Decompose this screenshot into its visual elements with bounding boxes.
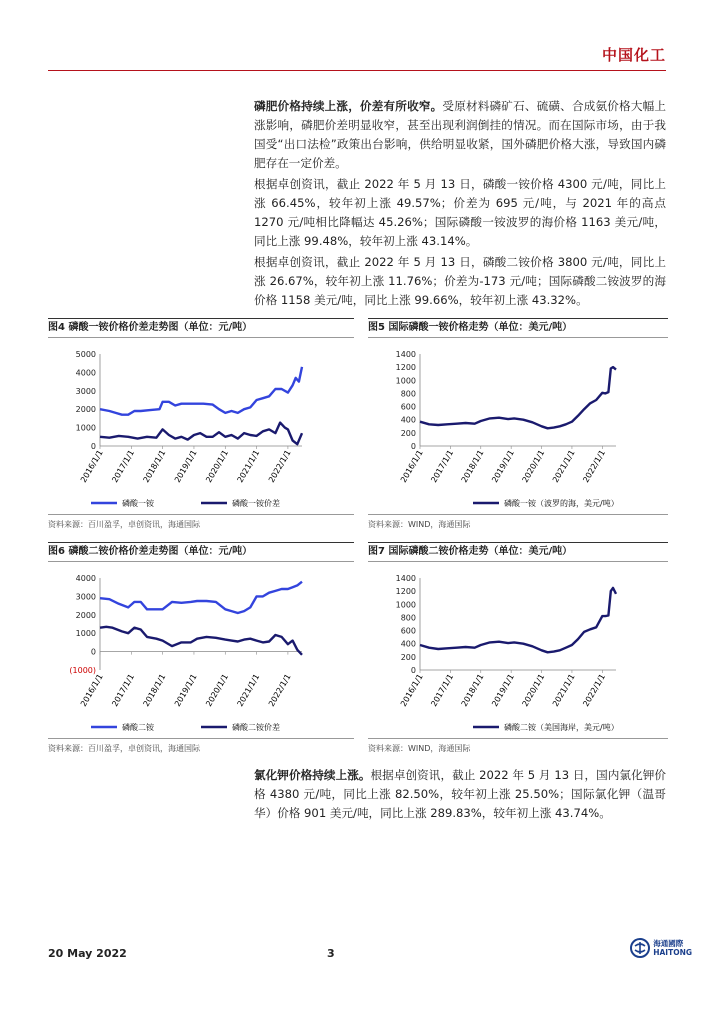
x-tick-label: 2022/1/1 <box>266 448 293 485</box>
y-tick-label: 0 <box>410 666 416 675</box>
y-tick-label: 1000 <box>395 376 416 386</box>
x-tick-label: 2020/1/1 <box>520 672 547 709</box>
x-tick-label: 2021/1/1 <box>235 672 262 709</box>
y-tick-label: 800 <box>400 389 416 399</box>
paragraph-potash <box>254 766 666 823</box>
series-line-1 <box>420 588 616 652</box>
figure-7-title: 图7 国际磷酸二铵价格走势（单位：美元/吨） <box>368 542 668 562</box>
y-tick-label: 1000 <box>75 629 96 639</box>
header-title: 中国化工 <box>601 46 666 64</box>
figure-7 <box>368 542 668 746</box>
figure-4-source: 资料来源：百川盈孚，卓创资讯，海通国际 <box>48 514 354 530</box>
y-tick-label: 2000 <box>75 405 96 415</box>
x-tick-label: 2018/1/1 <box>141 448 168 485</box>
x-tick-label: 2016/1/1 <box>398 672 425 709</box>
figure-6-source: 资料来源：百川盈孚，卓创资讯，海通国际 <box>48 738 354 754</box>
figure-4 <box>48 318 354 522</box>
y-tick-label: 1400 <box>395 350 416 359</box>
haitong-logo-icon <box>630 938 650 958</box>
x-tick-label: 2022/1/1 <box>266 672 293 709</box>
x-tick-label: 2018/1/1 <box>459 448 486 485</box>
x-tick-label: 2019/1/1 <box>490 672 516 709</box>
x-tick-label: 2021/1/1 <box>235 448 262 485</box>
y-tick-label: 1400 <box>395 574 416 583</box>
x-tick-label: 2020/1/1 <box>520 448 547 485</box>
paragraph-phosphate <box>254 97 666 173</box>
figure-5 <box>368 318 668 522</box>
y-tick-label: 0 <box>90 442 96 451</box>
legend-label-1: 磷酸一铵 <box>122 499 154 508</box>
y-tick-label: 4000 <box>75 368 96 378</box>
series-line-2 <box>100 627 302 655</box>
paragraph-dap: 根据卓创资讯，截止 2022 年 5 月 13 日，磷酸二铵价格 3800 元/吨，同比上涨 26.67%，较年初上涨 11.76%；价差为-173 元/吨；国际磷酸二铵波罗的海价格 1158 美元/吨，同比上涨 99.66%，较年初上涨 43.32%。 <box>254 255 666 307</box>
figure-4-title: 图4 磷酸一铵价格价差走势图（单位：元/吨） <box>48 318 354 338</box>
x-tick-label: 2016/1/1 <box>78 672 105 709</box>
x-tick-label: 2017/1/1 <box>429 672 456 709</box>
x-tick-label: 2021/1/1 <box>550 672 577 709</box>
paragraph-potash-body: 根据卓创资讯，截止 2022 年 5 月 13 日，国内氯化钾价格 4380 元/吨，同比上涨 82.50%，较年初上涨 25.50%；国际氯化钾（温哥华）价格 901 美元/吨，同比上涨 289.83%，较年初上涨 43.74%。 <box>254 768 666 820</box>
series-line-1 <box>420 367 616 428</box>
figure-7-chart <box>368 562 668 742</box>
x-tick-label: 2019/1/1 <box>490 448 516 485</box>
x-tick-label: 2017/1/1 <box>110 672 137 709</box>
haitong-logo <box>630 938 692 958</box>
legend-label-1: 磷酸二铵（美国海岸，美元/吨） <box>504 723 619 732</box>
legend-label-2: 磷酸一铵价差 <box>232 499 280 508</box>
x-tick-label: 2017/1/1 <box>110 448 137 485</box>
page-number: 3 <box>327 947 335 960</box>
logo-en: HAITONG <box>653 948 692 957</box>
y-tick-label: 4000 <box>75 574 96 583</box>
figure-4-chart <box>48 338 354 518</box>
paragraph-map: 根据卓创资讯，截止 2022 年 5 月 13 日，磷酸一铵价格 4300 元/吨，同比上涨 66.45%，较年初上涨 49.57%；价差为 695 元/吨，与 2021 年的高点 1270 元/吨相比降幅达 45.26%；国际磷酸一铵波罗的海价格 1163 美元/吨，同比上涨 99.48%，较年初上涨 43.14%。 <box>254 177 666 248</box>
y-tick-label: 0 <box>410 442 416 451</box>
haitong-logo-text <box>653 939 692 957</box>
y-tick-label: 0 <box>90 647 96 657</box>
y-tick-label: 200 <box>400 428 416 438</box>
header-divider <box>48 70 666 71</box>
legend-label-1: 磷酸二铵 <box>122 723 154 732</box>
x-tick-label: 2019/1/1 <box>172 448 199 485</box>
figure-6 <box>48 542 354 746</box>
x-tick-label: 2020/1/1 <box>204 448 231 485</box>
paragraph-phosphate-body: 受原材料磷矿石、硫磺、合成氨价格大幅上涨影响，磷肥价差明显收窄，甚至出现利润倒挂的情况。而在国际市场，由于我国受“出口法检”政策出台影响，供给明显收紧，国外磷肥价格大涨，导致国内磷肥存在一定价差。 <box>254 99 666 170</box>
figure-6-title: 图6 磷酸二铵价格价差走势图（单位：元/吨） <box>48 542 354 562</box>
footer-date: 20 May 2022 <box>48 947 127 960</box>
y-tick-label: 3000 <box>75 592 96 602</box>
y-tick-label: 600 <box>400 626 416 636</box>
series-line-2 <box>100 423 302 445</box>
series-line-1 <box>100 367 302 415</box>
legend-label-2: 磷酸二铵价差 <box>232 723 280 732</box>
x-tick-label: 2021/1/1 <box>550 448 577 485</box>
figure-7-source: 资料来源：WIND，海通国际 <box>368 738 668 754</box>
legend-label-1: 磷酸一铵（波罗的海，美元/吨） <box>504 499 619 508</box>
y-tick-label: 1200 <box>395 363 416 373</box>
y-tick-label: 3000 <box>75 386 96 396</box>
logo-cn: 海通國際 <box>653 939 684 948</box>
x-tick-label: 2022/1/1 <box>581 672 608 709</box>
figure-5-chart <box>368 338 668 518</box>
x-tick-label: 2016/1/1 <box>398 448 425 485</box>
y-tick-label: 2000 <box>75 610 96 620</box>
x-tick-label: 2018/1/1 <box>141 672 168 709</box>
y-tick-label: 1000 <box>395 600 416 610</box>
x-tick-label: 2022/1/1 <box>581 448 608 485</box>
figure-5-title: 图5 国际磷酸一铵价格走势（单位：美元/吨） <box>368 318 668 338</box>
y-tick-label: 400 <box>400 639 416 649</box>
x-tick-label: 2018/1/1 <box>459 672 486 709</box>
y-tick-label: 1200 <box>395 587 416 597</box>
y-tick-label: (1000) <box>69 666 96 675</box>
paragraph-phosphate-heading: 磷肥价格持续上涨，价差有所收窄。 <box>254 99 443 113</box>
paragraph-potash-heading: 氯化钾价格持续上涨。 <box>254 768 371 782</box>
figure-6-chart <box>48 562 354 742</box>
figure-5-source: 资料来源：WIND，海通国际 <box>368 514 668 530</box>
x-tick-label: 2016/1/1 <box>78 448 105 485</box>
y-tick-label: 5000 <box>75 350 96 359</box>
y-tick-label: 600 <box>400 402 416 412</box>
y-tick-label: 400 <box>400 415 416 425</box>
y-tick-label: 200 <box>400 652 416 662</box>
x-tick-label: 2020/1/1 <box>204 672 231 709</box>
x-tick-label: 2017/1/1 <box>429 448 456 485</box>
series-line-1 <box>100 582 302 613</box>
y-tick-label: 1000 <box>75 423 96 433</box>
y-tick-label: 800 <box>400 613 416 623</box>
x-tick-label: 2019/1/1 <box>172 672 199 709</box>
